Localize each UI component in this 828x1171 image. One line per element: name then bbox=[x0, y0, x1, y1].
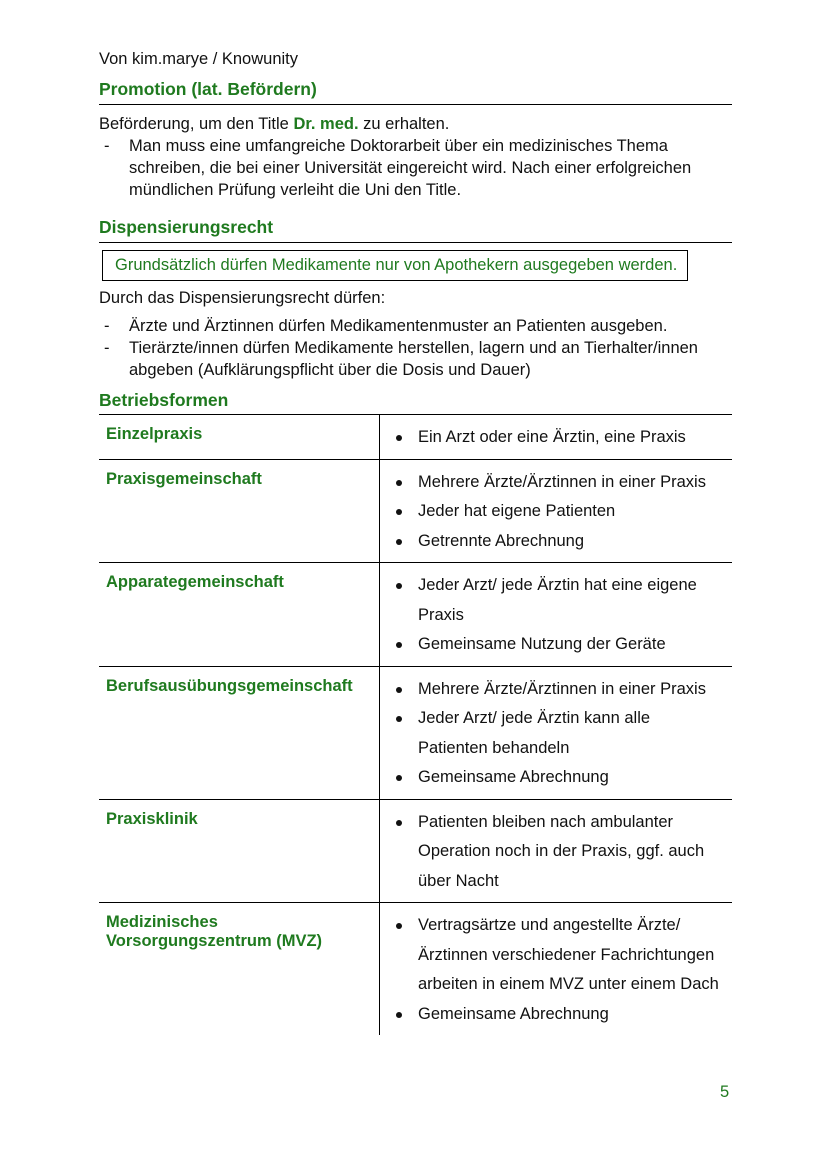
bullet-icon bbox=[396, 923, 402, 929]
dispens-intro: Durch das Dispensierungsrecht dürfen: bbox=[99, 289, 386, 307]
table-cell-desc bbox=[380, 415, 733, 460]
bullet-list bbox=[392, 571, 712, 660]
bullet-text: Gemeinsame Abrechnung bbox=[418, 1004, 609, 1023]
table-cell-name: Medizinisches Vorsorgungszentrum (MVZ) bbox=[99, 903, 380, 1036]
dash-marker: - bbox=[104, 137, 110, 155]
bullet-text: Getrennte Abrechnung bbox=[418, 531, 585, 550]
promotion-intro-bold: Dr. med. bbox=[293, 115, 359, 133]
dash-marker: - bbox=[104, 317, 110, 335]
notice-box: Grundsätzlich dürfen Medikamente nur von Apothekern ausgegeben werden. bbox=[102, 250, 688, 281]
bullet-text: Vertragsärtze und angestellte Ärzte/ Ärztinnen verschiedener Fachrichtungen arbeiten in einem MVZ unter einem Dach bbox=[418, 916, 719, 993]
list-item-text: Ärzte und Ärztinnen dürfen Medikamentenmuster an Patienten ausgeben. bbox=[129, 317, 668, 335]
table-cell-desc bbox=[380, 666, 733, 799]
table-row bbox=[99, 666, 732, 799]
bullet-icon bbox=[396, 687, 402, 693]
bullet-text: Ein Arzt oder eine Ärztin, eine Praxis bbox=[418, 428, 686, 446]
table-cell-name: Praxisgemeinschaft bbox=[99, 459, 380, 563]
betriebsformen-table bbox=[99, 414, 732, 1035]
bullet-icon bbox=[396, 716, 402, 722]
bullet-item bbox=[392, 571, 712, 630]
table-row bbox=[99, 459, 732, 563]
bullet-list bbox=[392, 675, 712, 793]
list-item bbox=[99, 315, 732, 337]
bullet-icon bbox=[396, 642, 402, 648]
bullet-icon bbox=[396, 1012, 402, 1018]
bullet-icon bbox=[396, 509, 402, 515]
table-cell-desc bbox=[380, 459, 733, 563]
promotion-intro-pre: Beförderung, um den Title bbox=[99, 115, 294, 133]
section-heading-dispens: Dispensierungsrecht bbox=[99, 217, 732, 243]
bullet-icon bbox=[396, 820, 402, 826]
bullet-list bbox=[392, 911, 732, 1029]
bullet-list bbox=[392, 808, 722, 897]
table-cell-desc bbox=[380, 563, 733, 667]
page-number: 5 bbox=[720, 1083, 730, 1101]
table-cell-name: Apparategemeinschaft bbox=[99, 563, 380, 667]
promotion-list bbox=[99, 135, 732, 201]
bullet-item bbox=[392, 468, 732, 498]
bullet-text: Patienten bleiben nach ambulanter Operation noch in der Praxis, ggf. auch über Nacht bbox=[418, 812, 705, 890]
bullet-item bbox=[392, 423, 732, 453]
bullet-item bbox=[392, 1000, 732, 1030]
bullet-icon bbox=[396, 775, 402, 781]
bullet-text: Mehrere Ärzte/Ärztinnen in einer Praxis bbox=[418, 472, 706, 491]
section-heading-betrieb: Betriebsformen bbox=[99, 390, 229, 410]
table-row bbox=[99, 903, 732, 1036]
bullet-text: Mehrere Ärzte/Ärztinnen in einer Praxis bbox=[418, 679, 706, 698]
bullet-item bbox=[392, 630, 712, 660]
bullet-icon bbox=[396, 583, 402, 589]
section-heading-promotion: Promotion (lat. Befördern) bbox=[99, 79, 732, 105]
promotion-intro-post: zu erhalten. bbox=[358, 115, 450, 133]
table-cell-desc bbox=[380, 799, 733, 903]
table-row bbox=[99, 415, 732, 460]
bullet-item bbox=[392, 497, 732, 527]
bullet-text: Gemeinsame Nutzung der Geräte bbox=[418, 635, 666, 653]
table-row bbox=[99, 799, 732, 903]
list-item-text: Tierärzte/innen dürfen Medikamente herstellen, lagern und an Tierhalter/innen abgeben (Aufklärungspflicht über die Dosis und Dauer) bbox=[129, 339, 698, 379]
bullet-text: Gemeinsame Abrechnung bbox=[418, 768, 609, 786]
bullet-icon bbox=[396, 480, 402, 486]
bullet-text: Jeder Arzt/ jede Ärztin hat eine eigene Praxis bbox=[418, 576, 697, 624]
table-cell-desc bbox=[380, 903, 733, 1036]
bullet-item bbox=[392, 763, 712, 793]
bullet-icon bbox=[396, 539, 402, 545]
list-item-text: Man muss eine umfangreiche Doktorarbeit über ein medizinisches Thema schreiben, die bei einer Universität eingereicht wird. Nach einer erfolgreichen mündlichen Prüfung verleiht die Uni den Title. bbox=[129, 137, 692, 199]
bullet-list bbox=[392, 468, 732, 557]
bullet-item bbox=[392, 911, 732, 1000]
promotion-intro bbox=[99, 113, 732, 135]
table-cell-name: Einzelpraxis bbox=[99, 415, 380, 460]
bullet-text: Jeder hat eigene Patienten bbox=[418, 502, 616, 520]
bullet-list bbox=[392, 423, 732, 453]
bullet-item bbox=[392, 675, 712, 705]
table-cell-name: Praxisklinik bbox=[99, 799, 380, 903]
table-row bbox=[99, 563, 732, 667]
list-item bbox=[99, 337, 732, 381]
bullet-icon bbox=[396, 435, 402, 441]
bullet-text: Jeder Arzt/ jede Ärztin kann alle Patienten behandeln bbox=[418, 709, 651, 757]
bullet-item bbox=[392, 704, 712, 763]
bullet-item bbox=[392, 808, 722, 897]
dash-marker: - bbox=[104, 339, 110, 357]
dispens-list bbox=[99, 315, 732, 381]
author-line: Von kim.marye / Knowunity bbox=[99, 50, 298, 68]
list-item bbox=[99, 135, 732, 201]
bullet-item bbox=[392, 527, 732, 557]
table-cell-name: Berufsausübungsgemeinschaft bbox=[99, 666, 380, 799]
